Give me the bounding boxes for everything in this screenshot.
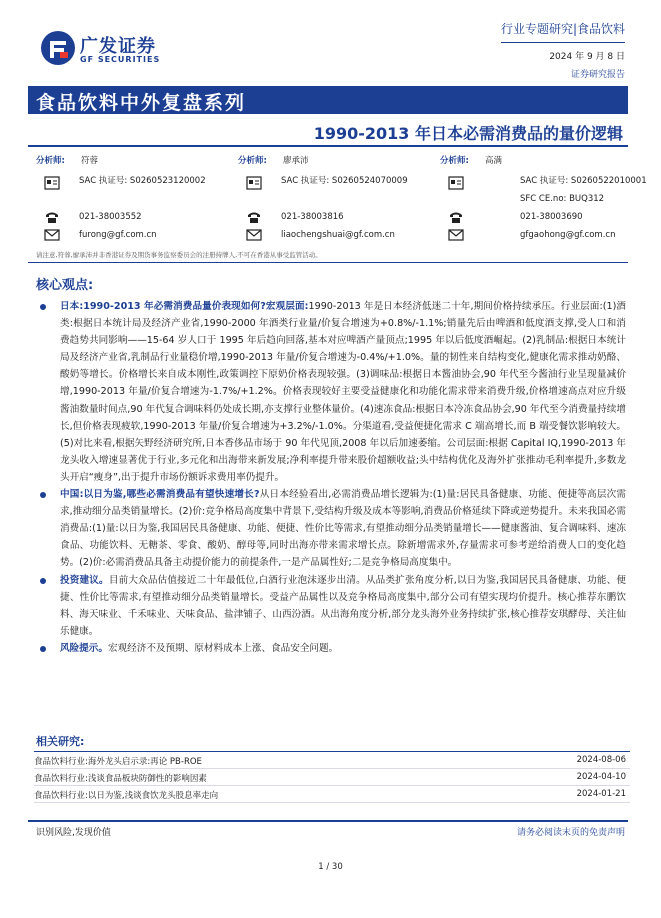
core-views-list — [36, 298, 626, 657]
report-title: 1990-2013 年日本必需消费品的量价逻辑 — [313, 124, 623, 143]
related-research-heading: 相关研究: — [36, 735, 85, 748]
analyst-role: 分析师: — [440, 156, 469, 166]
analyst-name: 高满 — [485, 156, 503, 166]
bullet-lead: 风险提示。 — [60, 642, 108, 654]
email-icon — [44, 228, 60, 242]
bullet-lead: 中国:以日为鉴,哪些必需消费品有望快速增长? — [60, 489, 260, 501]
list-item — [36, 572, 626, 640]
certificate-icon — [246, 176, 262, 190]
report-category: 行业专题研究|食品饮料 — [501, 20, 625, 43]
report-type: 证券研究报告 — [570, 70, 625, 80]
bullet-text: 宏观经济不及预期、原材料成本上涨、食品安全问题。 — [107, 642, 339, 654]
list-item — [36, 640, 626, 657]
analyst-role: 分析师: — [36, 156, 65, 166]
analyst-email[interactable]: liaochengshuai@gf.com.cn — [281, 230, 395, 240]
analyst-phone: 021-38003816 — [281, 212, 344, 222]
analyst-phone: 021-38003690 — [520, 212, 583, 222]
disclaimer: 请注意,符蓉,廖承沛并非香港证券及期货事务监察委员会的注册持牌人,不可在香港从事受监管活动。 — [36, 251, 322, 259]
analyst-email[interactable]: gfgaohong@gf.com.cn — [520, 230, 616, 240]
table-row[interactable] — [34, 752, 630, 769]
core-views-heading: 核心观点: — [36, 278, 94, 293]
analyst-phone: 021-38003552 — [79, 212, 142, 222]
analyst-name: 符蓉 — [81, 156, 99, 166]
footer-disclaimer-note: 请务必阅读末页的免责声明 — [516, 828, 625, 838]
table-row[interactable] — [34, 786, 630, 803]
certificate-icon — [44, 176, 60, 190]
disclaimer-divider — [28, 262, 628, 263]
bullet-lead: 投资建议。 — [60, 574, 109, 586]
gf-securities-logo — [40, 30, 200, 70]
phone-icon — [246, 210, 262, 224]
email-icon — [246, 228, 262, 242]
footer-divider — [28, 820, 628, 822]
analyst-role: 分析师: — [238, 156, 267, 166]
phone-icon — [44, 210, 60, 224]
analyst-sac: SAC 执证号: S0260523120002 — [79, 176, 206, 186]
title-divider — [28, 145, 628, 147]
report-header-info — [501, 20, 625, 80]
related-title[interactable]: 食品饮料行业:浅谈食品板块防御性的影响因素 — [34, 774, 207, 784]
analyst-name: 廖承沛 — [283, 156, 309, 166]
related-date: 2024-08-06 — [576, 755, 626, 765]
page-number: 1 / 30 — [318, 862, 343, 872]
email-icon — [448, 228, 464, 242]
related-date: 2024-01-21 — [576, 789, 626, 799]
bullet-lead: 日本:1990-2013 年必需消费品量价表现如何?宏观层面: — [60, 301, 309, 312]
series-title: 食品饮料中外复盘系列 — [36, 92, 247, 114]
related-title[interactable]: 食品饮料行业:海外龙头启示录:再论 PB-ROE — [34, 757, 202, 767]
table-row[interactable] — [34, 769, 630, 786]
certificate-icon — [448, 176, 464, 190]
analyst-sac: SAC 执证号: S0260522010001 — [520, 176, 647, 186]
gf-logo-icon — [40, 30, 76, 66]
bullet-text: 目前大众品估值接近二十年最低位,白酒行业泡沫逐步出清。从品类扩张角度分析,以日为鉴,我国居民具备健康、功能、便捷、性价比等需求,有望推动细分品类销量增长。受益产品属性以及竞争格局高度集中,部分公司有望实现均价提升。核心推荐东鹏饮料、海天味业、千禾味业、天味食品、盐津铺子、山西汾酒。从出海角度分析,部分龙头海外业务持续扩张,核心推荐安琪酵母、关注仙乐健康。 — [60, 574, 627, 637]
list-item — [36, 486, 626, 571]
analyst-sac: SAC 执证号: S0260524070009 — [281, 176, 408, 186]
bullet-text: 1990-2013 年是日本经济低迷二十年,期间价格持续承压。行业层面:(1)酒类:根据日本统计局及经济产业省,1990-2000 年酒类行业量/价复合增速为+0.8%/-1.1%;销量先后由啤酒和低度酒支撑,受人口和消费趋势共同影响——15-64 岁人口于 1995 年后趋向回落,基本对应啤酒产量顶点;1995 年以后低度酒崛起。(2)乳制品:根据日本统计局及经济产业省,乳制品行业量稳价增,1990-2013 年量/价复合增速为-0.4%/+1.0%。量的韧性来自结构变化,健康化需求推动奶酪、酸奶等增长。价格增长来自成本刚性,政策调控下原奶价格表现较强。(3)调味品:根据日本酱油协会,90 年代至今酱油行业呈现量减价增,1990-2013 年量/价复合增速为-1.7%/+1.2%。价格表现较好主要受益健康化和功能化需求带来消费升级,价格增速高点对应升级酱油数量时间点,90 年代复合调味料仍处成长期,亦支撑行业整体量价。(4)速冻食品:根据日本冷冻食品协会,90 年代至今消费量持续增长,但价格表现疲软,1990-2013 年量/价复合增速为+3.2%/-1.0%。分渠道看,受益便捷化需求 C 端高增长,而 B 端受餐饮影响较大。(5)对比来看,根据矢野经济研究所,日本香侈品市场于 90 年代见顶,2008 年以后加速萎缩。公司层面:根据 Capital IQ,1990-2013 年龙头收入增速显著优于行业,多元化和出海带来新发展;净利率提升带来股价超额收益;头中结构优化及海外扩张推动毛利率提升,多数龙头开启“瘦身”,出于提升市场份额诉求费用率仍提升。 — [60, 301, 627, 483]
related-date: 2024-04-10 — [576, 772, 626, 782]
bullet-text: 从日本经验看出,必需消费品增长逻辑为:(1)量:居民具备健康、功能、便捷等高层次需求,推动细分品类销量增长。(2)价:竞争格局高度集中背景下,受结构升级及成本等影响,消费品价格延续下降或逆势提升。未来我国必需消费品:(1)量:以日为鉴,我国居民具备健康、功能、便捷、性价比等需求,有望推动细分品类销量增长——健康酱油、复合调味料、速冻食品、功能饮料、无糖茶、零食、酸奶、醇母等,同时出海亦带来需求增长点。除新增需求外,存量需求可参考逆给消费人口的变化趋势。(2)价:必需消费品具备主动提价能力的前提条件,一是产品属性好;二是竞争格局高度集中。 — [60, 489, 627, 569]
series-banner — [28, 86, 628, 114]
list-item — [36, 298, 626, 486]
phone-icon — [448, 210, 464, 224]
logo-english-name: GF SECURITIES — [80, 55, 161, 64]
footer-slogan: 识别风险,发现价值 — [36, 828, 111, 838]
related-research-table — [34, 751, 630, 803]
analyst-email[interactable]: furong@gf.com.cn — [79, 230, 157, 240]
analyst-sfc: SFC CE.no: BUQ312 — [520, 194, 605, 204]
report-date: 2024 年 9 月 8 日 — [549, 52, 625, 62]
logo-chinese-name: 广发证券 — [80, 36, 156, 57]
related-title[interactable]: 食品饮料行业:以日为鉴,浅谈食饮龙头股息率走向 — [34, 791, 219, 801]
